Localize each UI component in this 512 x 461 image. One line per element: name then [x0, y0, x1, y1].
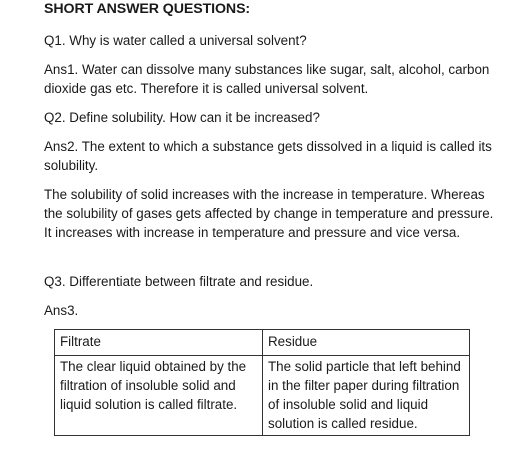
- answer-2: Ans2. The extent to which a substance gets dissolved in a liquid is called its solubility.: [44, 139, 492, 173]
- table-header-residue: Residue: [263, 330, 470, 356]
- section-heading: SHORT ANSWER QUESTIONS:: [44, 1, 251, 17]
- question-2: Q2. Define solubility. How can it be increased?: [44, 110, 320, 125]
- answer-1: Ans1. Water can dissolve many substances like sugar, salt, alcohol, carbon dioxide gas etc. Therefore it is called universal solvent.: [44, 62, 490, 96]
- table-cell-filtrate: The clear liquid obtained by the filtration of insoluble solid and liquid solution is called filtrate.: [55, 356, 263, 436]
- answer-2-continued: The solubility of solid increases with the increase in temperature. Whereas the solubility of gases gets affected by change in temperature and pressure. It increases with increase in temperature and pressure and vice versa.: [44, 187, 494, 240]
- answer-3-label: Ans3.: [44, 303, 79, 318]
- question-1: Q1. Why is water called a universal solvent?: [44, 33, 307, 48]
- comparison-table: [54, 329, 470, 436]
- table-cell-residue: The solid particle that left behind in the filter paper during filtration of insoluble solid and liquid solution is called residue.: [263, 356, 470, 436]
- question-3: Q3. Differentiate between filtrate and residue.: [44, 274, 314, 289]
- table-row: [55, 356, 470, 436]
- table-header-filtrate: Filtrate: [55, 330, 263, 356]
- table-header-row: [55, 330, 470, 356]
